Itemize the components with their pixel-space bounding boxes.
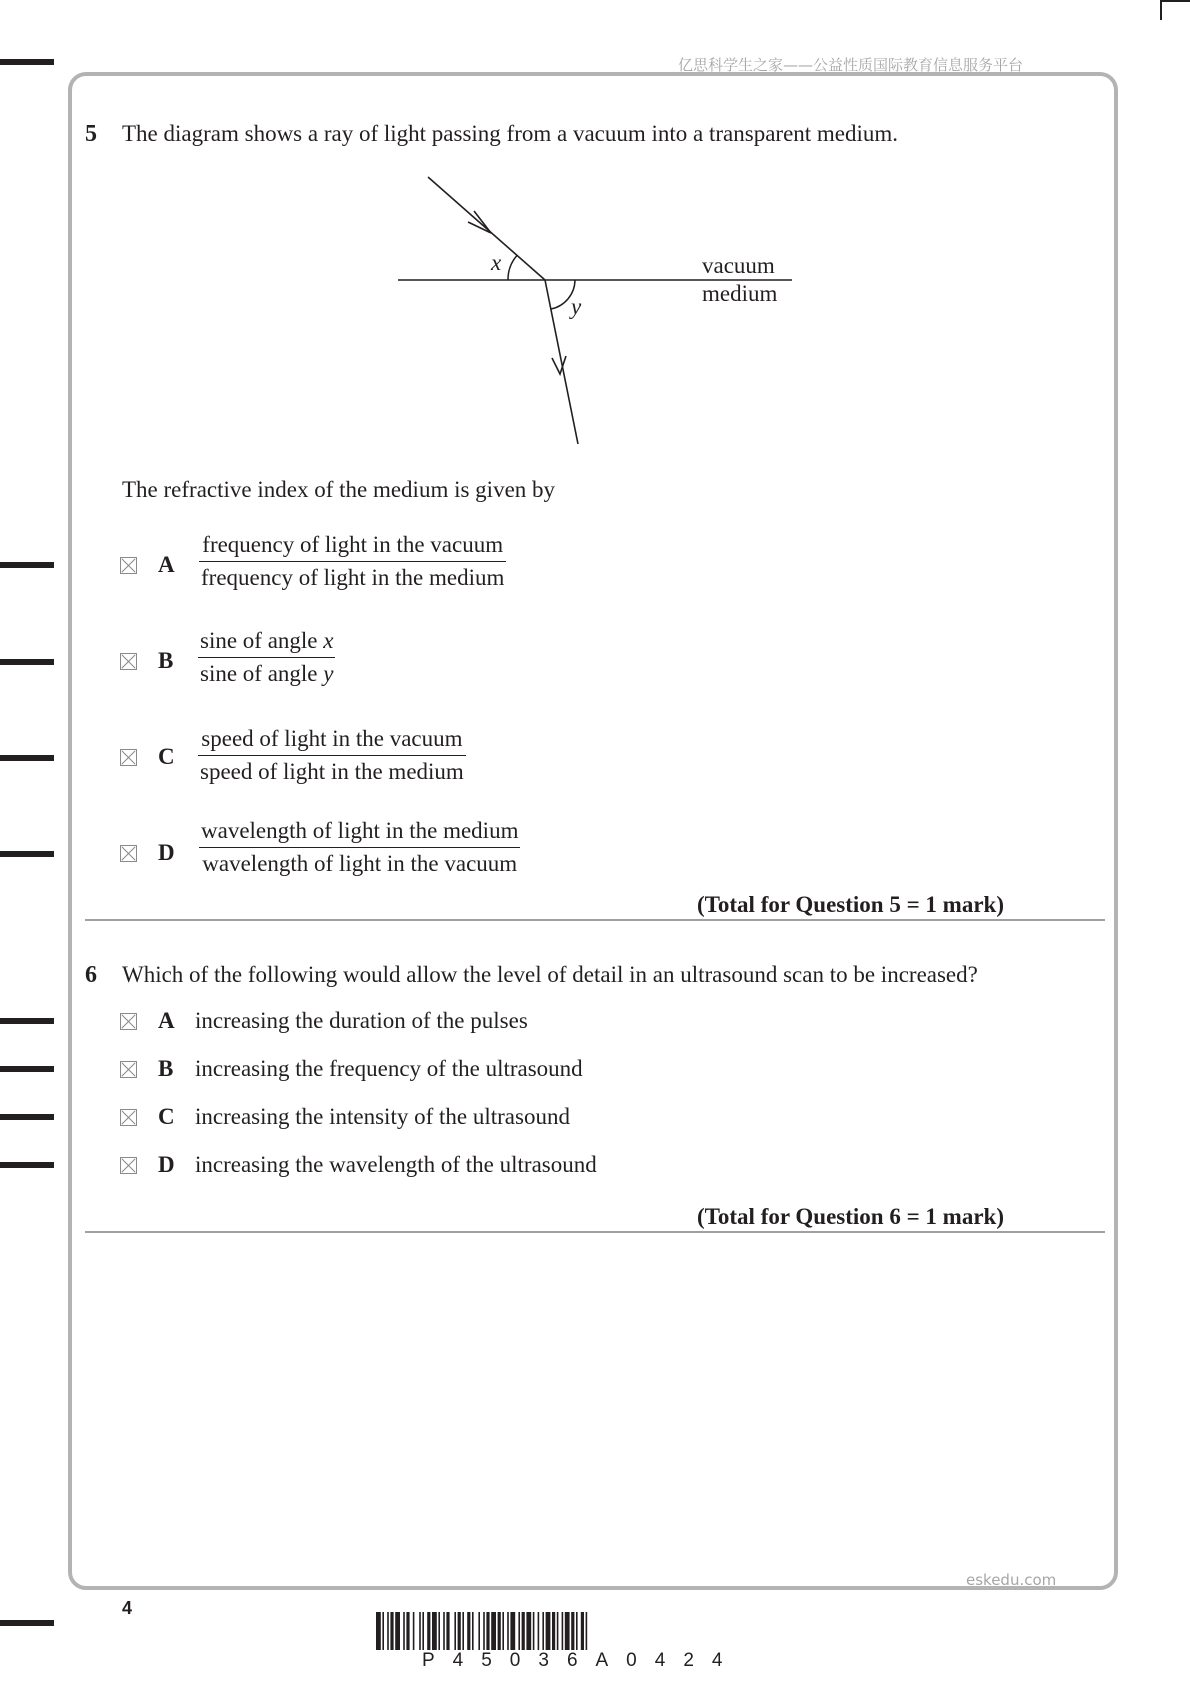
barcode-bar bbox=[526, 1612, 531, 1650]
option-letter: B bbox=[158, 648, 174, 673]
checkbox-q6-d[interactable] bbox=[120, 1157, 137, 1174]
barcode-bar bbox=[546, 1612, 551, 1650]
margin-mark bbox=[0, 59, 54, 65]
margin-mark bbox=[0, 1114, 54, 1120]
crop-mark bbox=[1160, 0, 1162, 20]
option-letter: B bbox=[158, 1056, 174, 1081]
option-letter: A bbox=[158, 552, 175, 577]
barcode-bar bbox=[571, 1612, 574, 1650]
barcode-bar bbox=[510, 1612, 515, 1650]
barcode-bar bbox=[438, 1612, 440, 1650]
barcode-bar bbox=[382, 1612, 384, 1650]
barcode-bar bbox=[454, 1612, 456, 1650]
numerator-text: sine of angle bbox=[200, 628, 324, 653]
margin-mark bbox=[0, 659, 54, 665]
barcode-bar bbox=[422, 1612, 424, 1650]
option-letter: C bbox=[158, 744, 175, 769]
barcode-bar bbox=[446, 1612, 449, 1650]
refraction-diagram bbox=[390, 170, 810, 460]
page-number: 4 bbox=[122, 1598, 133, 1618]
barcode-bar bbox=[427, 1612, 430, 1650]
divider bbox=[85, 919, 1105, 921]
barcode-bar bbox=[498, 1612, 501, 1650]
option-q5-c-fraction bbox=[198, 726, 466, 785]
barcode-bar bbox=[522, 1612, 525, 1650]
barcode-bar bbox=[483, 1612, 485, 1650]
barcode-bar bbox=[376, 1612, 381, 1650]
angle-y-label: y bbox=[571, 294, 582, 319]
numerator-var: x bbox=[323, 628, 334, 653]
barcode-bar bbox=[443, 1612, 445, 1650]
denominator-text: sine of angle bbox=[200, 661, 324, 686]
barcode-bar bbox=[486, 1612, 489, 1650]
barcode-bar bbox=[413, 1612, 415, 1650]
option-q6-b-text: increasing the frequency of the ultrasound bbox=[195, 1056, 583, 1081]
barcode-bar bbox=[432, 1612, 437, 1650]
barcode-bar bbox=[472, 1612, 474, 1650]
option-q5-b-fraction bbox=[198, 628, 335, 687]
question-6-stem: Which of the following would allow the level of detail in an ultrasound scan to be increased? bbox=[122, 962, 978, 987]
barcode-bar bbox=[390, 1612, 393, 1650]
option-q6-c-text: increasing the intensity of the ultrasound bbox=[195, 1104, 570, 1129]
barcode-bar bbox=[458, 1612, 461, 1650]
margin-mark bbox=[0, 755, 54, 761]
question-5-number: 5 bbox=[85, 121, 97, 147]
barcode-bar bbox=[557, 1612, 559, 1650]
option-letter: D bbox=[158, 1152, 175, 1177]
barcode-bar bbox=[565, 1612, 570, 1650]
margin-mark bbox=[0, 562, 54, 568]
numerator: speed of light in the vacuum bbox=[198, 726, 466, 756]
barcode-bar bbox=[387, 1612, 389, 1650]
numerator bbox=[198, 628, 335, 658]
watermark-top: 亿思科学生之家——公益性质国际教育信息服务平台 bbox=[678, 56, 1024, 74]
barcode-bar bbox=[576, 1612, 578, 1650]
checkbox-q6-c[interactable] bbox=[120, 1109, 137, 1126]
option-q6-a-text: increasing the duration of the pulses bbox=[195, 1008, 528, 1033]
checkbox-q6-a[interactable] bbox=[120, 1013, 137, 1030]
barcode-bar bbox=[586, 1612, 588, 1650]
denominator: frequency of light in the medium bbox=[201, 565, 505, 590]
question-6-total: (Total for Question 6 = 1 mark) bbox=[697, 1204, 1004, 1229]
margin-mark bbox=[0, 851, 54, 857]
barcode-bar bbox=[395, 1612, 400, 1650]
option-q6-d-text: increasing the wavelength of the ultrasound bbox=[195, 1152, 597, 1177]
watermark-bottom: eskedu.com bbox=[966, 1571, 1057, 1589]
denominator: speed of light in the medium bbox=[200, 759, 464, 784]
margin-mark bbox=[0, 1162, 54, 1168]
checkbox-q6-b[interactable] bbox=[120, 1061, 137, 1078]
question-5-lead: The refractive index of the medium is given by bbox=[122, 477, 556, 502]
denominator bbox=[198, 658, 335, 687]
vacuum-label: vacuum bbox=[702, 253, 775, 278]
angle-x-label: x bbox=[491, 250, 502, 275]
barcode-bar bbox=[467, 1612, 470, 1650]
barcode-bar bbox=[552, 1612, 555, 1650]
checkbox-q5-c[interactable] bbox=[120, 749, 137, 766]
barcode-bar bbox=[491, 1612, 496, 1650]
margin-mark bbox=[0, 1018, 54, 1024]
denominator-var: y bbox=[323, 661, 334, 686]
barcode-bar bbox=[478, 1612, 480, 1650]
barcode-bar bbox=[462, 1612, 464, 1650]
barcode-bar bbox=[406, 1612, 409, 1650]
option-letter: C bbox=[158, 1104, 175, 1129]
checkbox-q5-d[interactable] bbox=[120, 845, 137, 862]
crop-mark bbox=[1160, 0, 1190, 2]
checkbox-q5-b[interactable] bbox=[120, 653, 137, 670]
option-letter: D bbox=[158, 840, 175, 865]
angle-x-arc bbox=[508, 255, 517, 280]
option-q5-d-fraction bbox=[199, 818, 520, 877]
barcode-bar bbox=[562, 1612, 564, 1650]
barcode-bar bbox=[502, 1612, 504, 1650]
barcode-bar bbox=[542, 1612, 544, 1650]
barcode-bar bbox=[581, 1612, 584, 1650]
checkbox-q5-a[interactable] bbox=[120, 557, 137, 574]
barcode-bar bbox=[419, 1612, 421, 1650]
barcode-text: P45036A0424 bbox=[422, 1650, 741, 1671]
margin-mark bbox=[0, 1066, 54, 1072]
barcode bbox=[376, 1612, 810, 1652]
margin-mark bbox=[0, 1620, 54, 1626]
barcode-bar bbox=[538, 1612, 540, 1650]
question-5-stem: The diagram shows a ray of light passing from a vacuum into a transparent medium. bbox=[122, 121, 899, 146]
barcode-bar bbox=[507, 1612, 509, 1650]
numerator: frequency of light in the vacuum bbox=[199, 532, 506, 562]
option-q5-a-fraction bbox=[199, 532, 506, 591]
medium-label: medium bbox=[702, 281, 778, 306]
question-6-number: 6 bbox=[85, 962, 97, 988]
barcode-bar bbox=[518, 1612, 520, 1650]
barcode-bar bbox=[533, 1612, 535, 1650]
divider bbox=[85, 1231, 1105, 1233]
option-letter: A bbox=[158, 1008, 175, 1033]
barcode-bar bbox=[403, 1612, 405, 1650]
question-5-total: (Total for Question 5 = 1 mark) bbox=[697, 892, 1004, 917]
numerator: wavelength of light in the medium bbox=[199, 818, 520, 848]
denominator: wavelength of light in the vacuum bbox=[202, 851, 518, 876]
incident-ray bbox=[428, 177, 545, 280]
